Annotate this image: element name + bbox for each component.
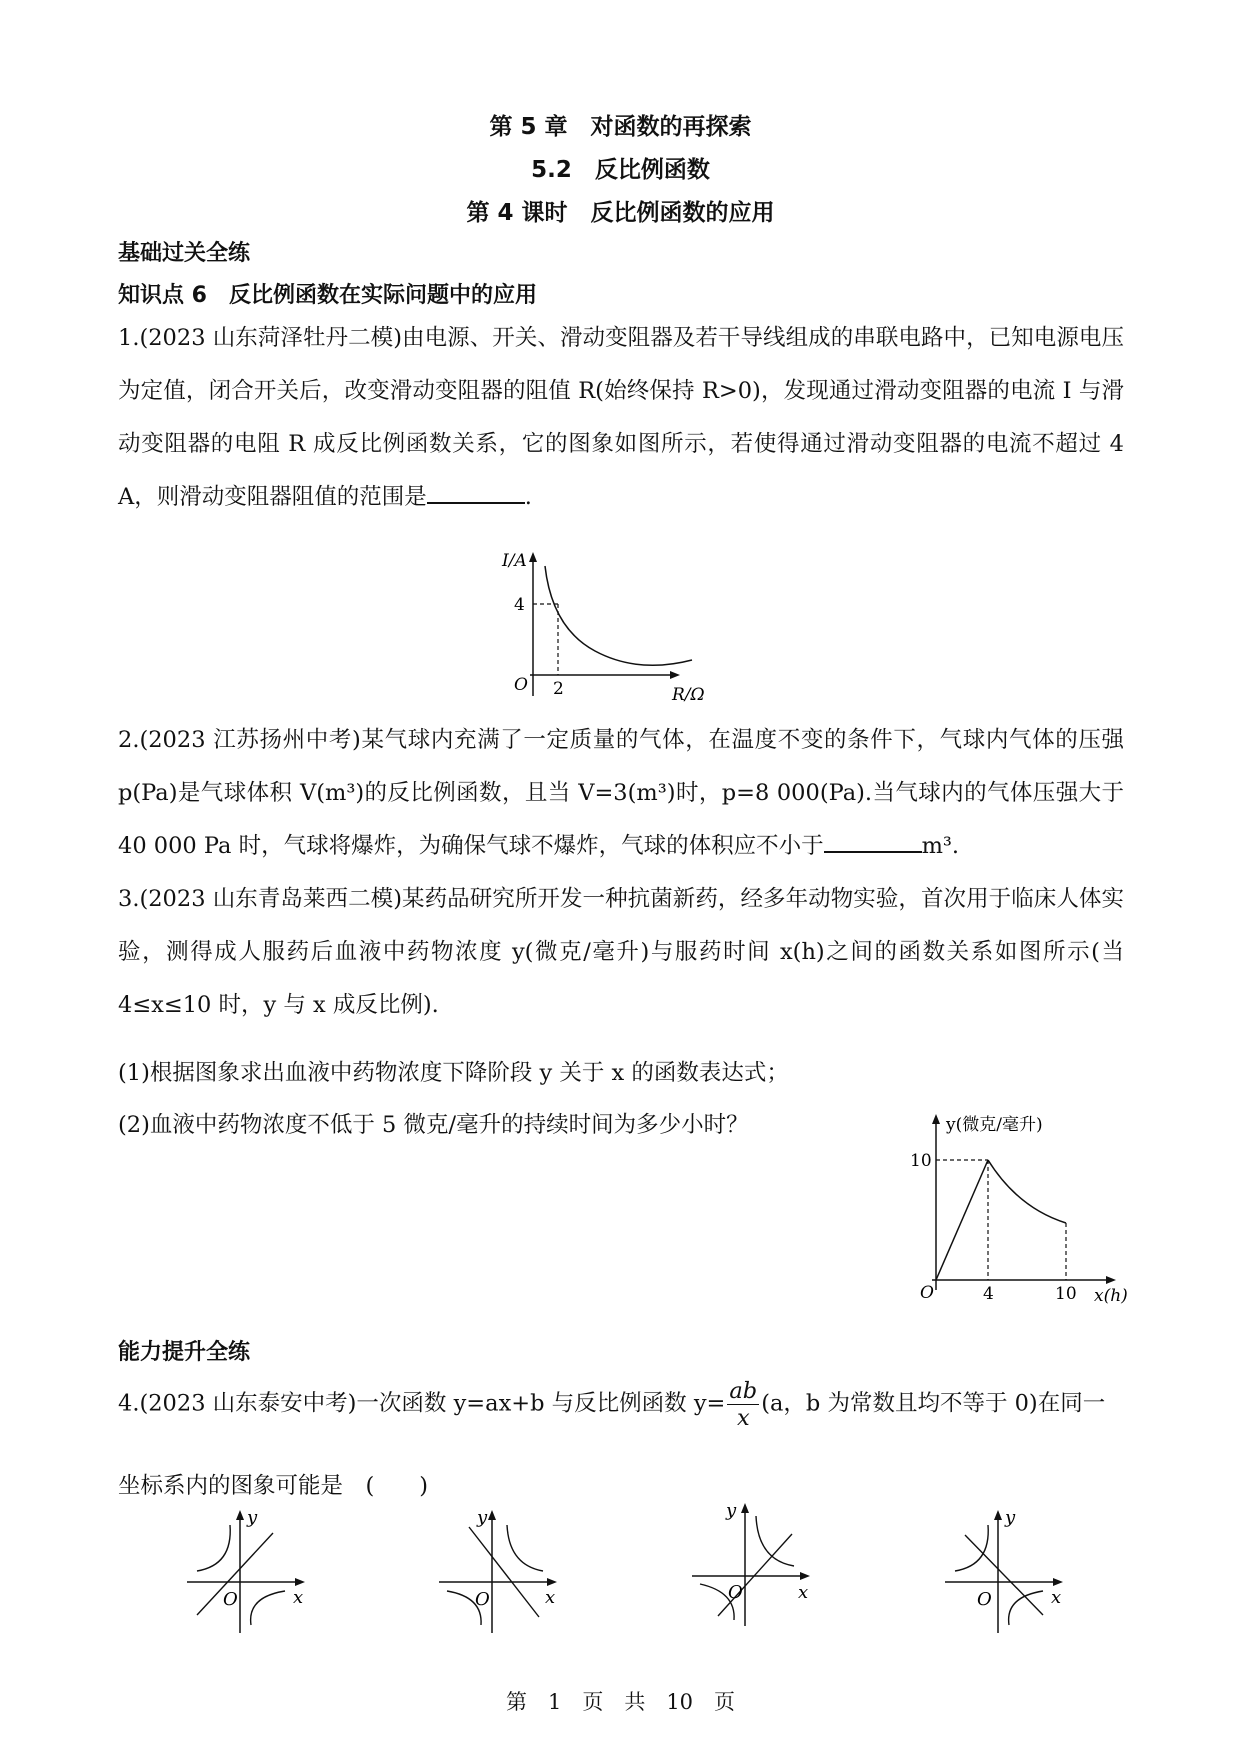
option-x-axis-label: x bbox=[545, 1587, 556, 1608]
option-graph-c[interactable] bbox=[690, 1498, 820, 1628]
q1-graph bbox=[500, 548, 720, 708]
question-1 bbox=[118, 312, 1124, 524]
page-footer: 第 1 页 共 10 页 bbox=[505, 1690, 736, 1714]
fraction-ab-over-x bbox=[727, 1378, 759, 1431]
option-y-axis-label: y bbox=[477, 1507, 488, 1528]
question-4-line-2: 坐标系内的图象可能是 ( ) bbox=[118, 1473, 429, 1499]
q3-ylabel: y(微克/毫升) bbox=[946, 1115, 1043, 1135]
section-title: 5.2 反比例函数 bbox=[531, 157, 710, 183]
question-2-end: m³. bbox=[921, 833, 960, 859]
question-3 bbox=[118, 873, 1124, 1032]
lesson-title: 第 4 课时 反比例函数的应用 bbox=[466, 200, 775, 226]
section-heading-advanced: 能力提升全练 bbox=[118, 1340, 251, 1365]
q3-x-tick-4: 4 bbox=[983, 1284, 994, 1304]
option-origin-label: O bbox=[728, 1582, 743, 1603]
q1-xlabel: R/Ω bbox=[672, 685, 705, 705]
option-origin-label: O bbox=[977, 1589, 992, 1610]
question-3-text: 3.(2023 山东青岛莱西二模)某药品研究所开发一种抗菌新药，经多年动物实验，首次用于临床人体实验，测得成人服药后血液中药物浓度 y(微克/毫升)与服药时间 x(h)之间的函数关系如图所示(当 4≤x≤10 时，y 与 x 成反比例). bbox=[118, 886, 1124, 1018]
question-2 bbox=[118, 714, 1124, 873]
q3-rise-line bbox=[936, 1160, 988, 1280]
question-2-text: 2.(2023 江苏扬州中考)某气球内充满了一定质量的气体，在温度不变的条件下，气球内气体的压强 p(Pa)是气球体积 V(m³)的反比例函数，且当 V=3(m³)时，p=8 000(Pa).当气球内的气体压强大于 40 000 Pa 时，气球将爆炸，为确保气球不爆炸，气球的体积应不小于 bbox=[118, 727, 1124, 859]
q3-origin: O bbox=[920, 1283, 934, 1303]
q3-x-tick-10: 10 bbox=[1055, 1284, 1077, 1304]
question-3-part-1: (1)根据图象求出血液中药物浓度下降阶段 y 关于 x 的函数表达式； bbox=[118, 1060, 789, 1086]
answer-blank-1[interactable] bbox=[427, 484, 525, 504]
q3-y-tick: 10 bbox=[910, 1151, 932, 1171]
question-1-end: . bbox=[524, 484, 532, 510]
knowledge-point-heading: 知识点 6 反比例函数在实际问题中的应用 bbox=[118, 283, 537, 308]
q3-axes bbox=[932, 1114, 1116, 1290]
option-y-axis-label: y bbox=[1005, 1507, 1016, 1528]
option-y-axis-label: y bbox=[247, 1507, 258, 1528]
option-graph-d[interactable] bbox=[943, 1505, 1073, 1635]
option-origin-label: O bbox=[475, 1589, 490, 1610]
section-heading-basic: 基础过关全练 bbox=[118, 241, 251, 266]
q3-graph bbox=[908, 1108, 1138, 1304]
option-x-axis-label: x bbox=[798, 1582, 809, 1603]
option-graph-a[interactable] bbox=[185, 1505, 315, 1635]
q1-y-tick: 4 bbox=[514, 595, 525, 615]
option-graph-b[interactable] bbox=[437, 1505, 567, 1635]
option-y-axis-label: y bbox=[726, 1500, 737, 1521]
fraction-denominator: x bbox=[736, 1405, 750, 1431]
chapter-title: 第 5 章 对函数的再探索 bbox=[489, 114, 752, 140]
q3-decay-curve bbox=[988, 1160, 1066, 1223]
q3-xlabel: x(h) bbox=[1094, 1286, 1128, 1304]
q1-curve bbox=[545, 566, 692, 665]
option-origin-label: O bbox=[223, 1589, 238, 1610]
answer-blank-2[interactable] bbox=[824, 833, 922, 853]
q1-ylabel: I/A bbox=[502, 551, 527, 571]
option-x-axis-label: x bbox=[1051, 1587, 1062, 1608]
fraction-numerator: ab bbox=[729, 1378, 758, 1404]
q1-axes bbox=[529, 552, 680, 696]
question-3-part-2: (2)血液中药物浓度不低于 5 微克/毫升的持续时间为多少小时？ bbox=[118, 1112, 749, 1138]
question-1-text: 1.(2023 山东菏泽牡丹二模)由电源、开关、滑动变阻器及若干导线组成的串联电路中，已知电源电压为定值，闭合开关后，改变滑动变阻器的阻值 R(始终保持 R>0)，发现通过滑动变阻器的电流 I 与滑动变阻器的电阻 R 成反比例函数关系，它的图象如图所示，若使得通过滑动变阻器的电流不超过 4 A，则滑动变阻器阻值的范围是 bbox=[118, 325, 1124, 510]
question-4-text-b: (a，b 为常数且均不等于 0)在同一 bbox=[761, 1390, 1106, 1417]
question-4-line-1 bbox=[118, 1378, 1105, 1431]
option-x-axis-label: x bbox=[293, 1587, 304, 1608]
question-4-text-a: 4.(2023 山东泰安中考)一次函数 y=ax+b 与反比例函数 y= bbox=[118, 1390, 726, 1417]
q1-x-tick: 2 bbox=[553, 679, 564, 699]
q1-origin: O bbox=[514, 675, 528, 695]
